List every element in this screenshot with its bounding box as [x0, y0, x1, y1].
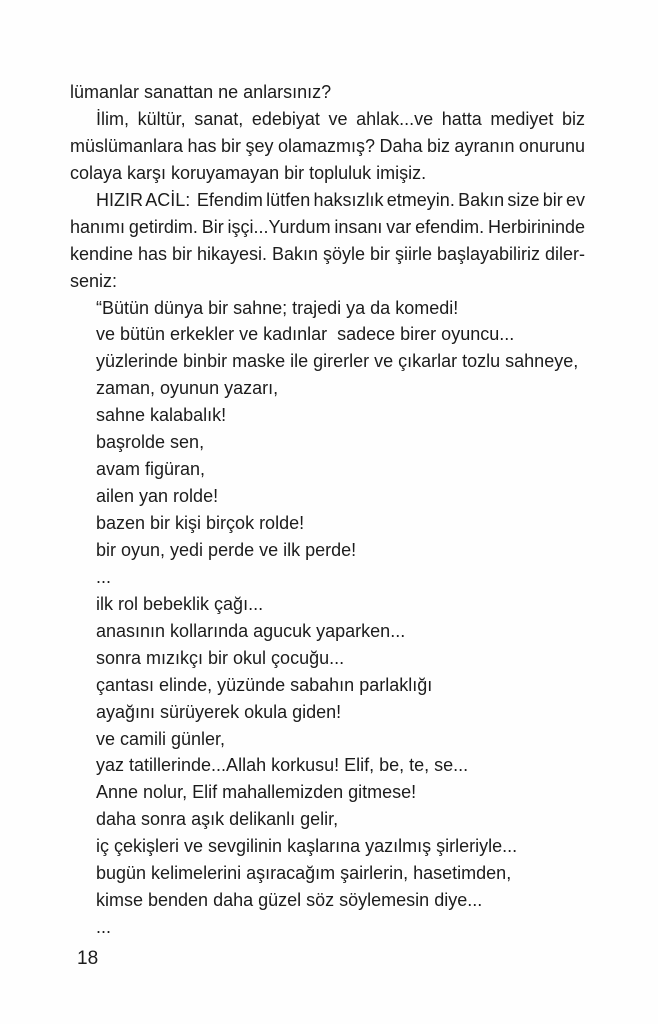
text-line-poem: sonra mızıkçı bir okul çocuğu...	[96, 647, 345, 668]
text-line-poem: kimse benden daha güzel söz söylemesin diye...	[96, 890, 483, 911]
text-line-poem: bir oyun, yedi perde ve ilk perde!	[96, 539, 357, 560]
text-line-poem: bazen bir kişi birçok rolde!	[96, 513, 305, 533]
text-line-poem: iç çekişleri ve sevgilinin kaşlarına yazılmış şirleriyle...	[96, 836, 518, 857]
text-line-poem: “Bütün dünya bir sahne; trajedi ya da komedi!	[96, 297, 459, 318]
text-line-prose: müslümanlara has bir şey olamazmış? Daha biz ayranın onurunu	[70, 135, 585, 156]
text-line-poem: ailen yan rolde!	[96, 486, 219, 507]
text-line-prose: kendine has bir hikayesi. Bakın şöyle bir şiirle başlayabiliriz diler-	[70, 243, 585, 264]
text-line-poem: ...	[96, 917, 112, 938]
text-line-poem: sahne kalabalık!	[96, 405, 227, 426]
text-line-poem: zaman, oyunun yazarı,	[96, 378, 279, 399]
text-line-poem: yaz tatillerinde...Allah korkusu! Elif, be, te, se...	[96, 755, 469, 776]
text-line-poem: ayağını sürüyerek okula giden!	[96, 701, 342, 722]
text-line-poem: avam figüran,	[96, 459, 206, 480]
text-line-poem: çantası elinde, yüzünde sabahın parlaklığı	[96, 674, 433, 695]
text-line-poem: ve camili günler,	[96, 728, 226, 749]
text-line-poem: bugün kelimelerini aşıracağım şairlerin, hasetimden,	[96, 863, 512, 884]
text-line-poem: ...	[96, 566, 112, 587]
text-line-poem: anasının kollarında agucuk yaparken...	[96, 620, 406, 641]
text-line-prose: colaya karşı koruyamayan bir topluluk imişiz.	[70, 162, 427, 183]
text-line-prose-continuation: lümanlar sanattan ne anlarsınız?	[70, 82, 332, 102]
text-line-poem: ve bütün erkekler ve kadınlar sadece birer oyuncu...	[96, 324, 515, 345]
text-line-poem: yüzlerinde binbir maske ile girerler ve çıkarlar tozlu sahneye,	[96, 351, 579, 372]
text-line-prose: İlim, kültür, sanat, edebiyat ve ahlak...ve hatta mediyet biz	[96, 108, 585, 129]
text-line-poem: başrolde sen,	[96, 432, 205, 453]
text-line-poem: Anne nolur, Elif mahallemizden gitmese!	[96, 782, 417, 803]
text-line-poem: daha sonra aşık delikanlı gelir,	[96, 809, 339, 830]
text-line-prose: seniz:	[70, 270, 118, 291]
text-line-prose: HIZIR ACİL: Efendim lütfen haksızlık etmeyin. Bakın size bir ev	[96, 189, 585, 210]
text-block	[70, 79, 585, 941]
text-line-poem: ilk rol bebeklik çağı...	[96, 593, 264, 614]
text-line-prose: hanımı getirdim. Bir işçi...Yurdum insanı var efendim. Herbirininde	[70, 216, 585, 237]
page-number: 18	[77, 948, 99, 969]
